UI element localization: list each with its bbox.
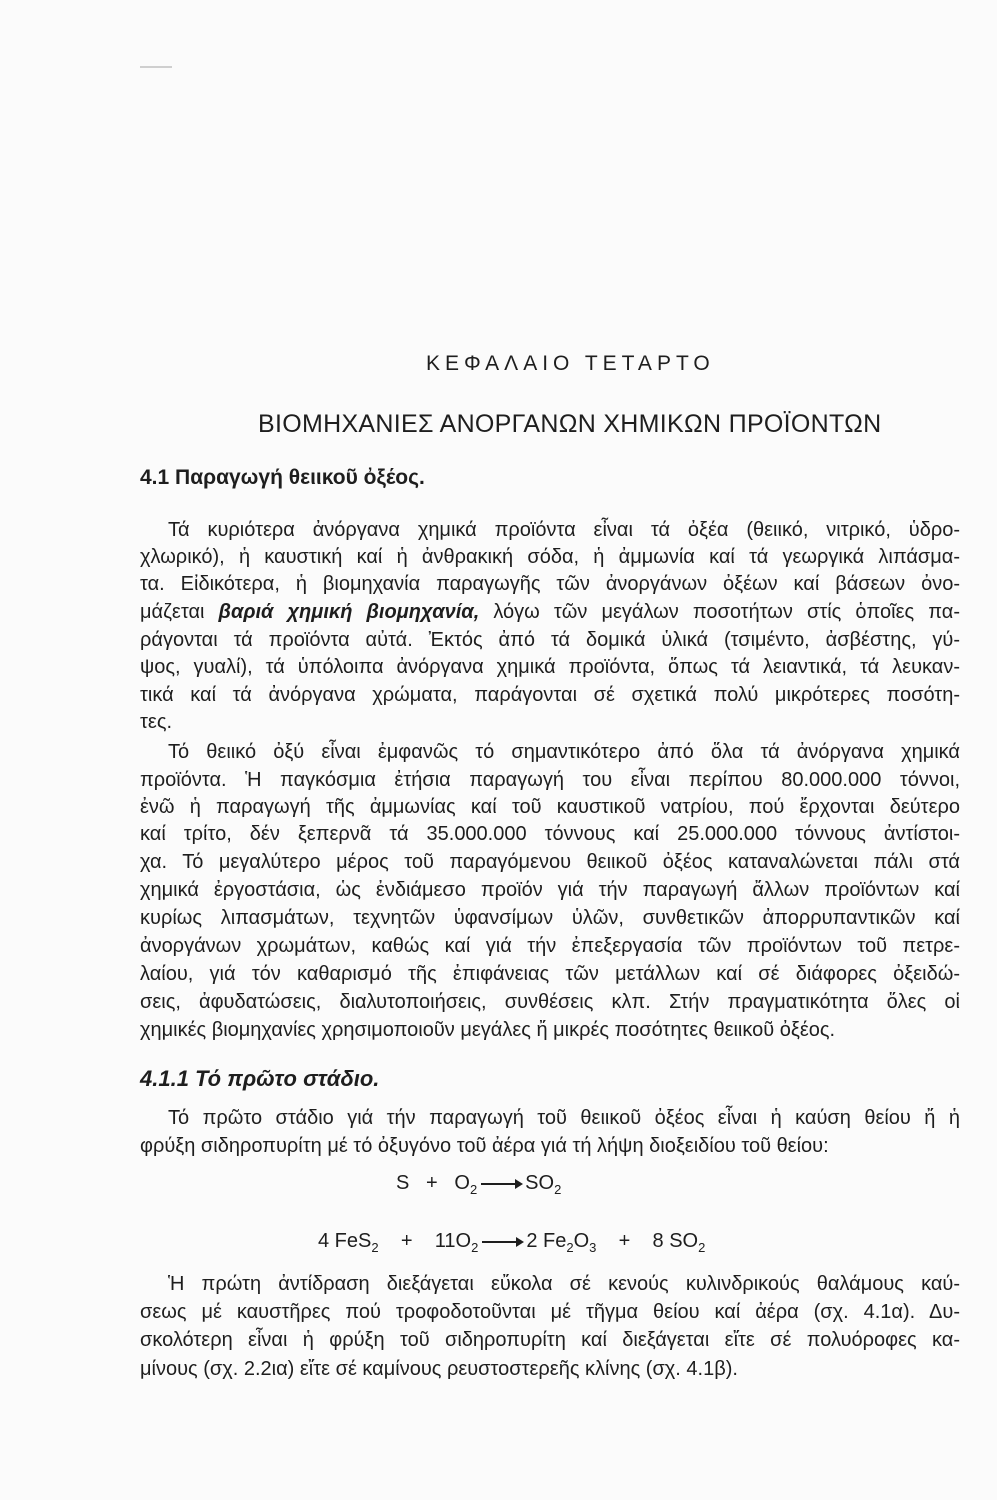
text-line: φρύξη σιδηροπυρίτη μέ τό ὀξυγόνο τοῦ ἀέρα γιά τή λήψη διοξειδίου τοῦ θείου: [140,1135,829,1157]
text-line: χημικές βιομηχανίες χρησιμοποιοῦν μεγάλες ἤ μικρές ποσότητες θειικοῦ ὀξέος. [140,1019,836,1041]
text-line: τα. Εἰδικότερα, ἡ βιομηχανία παραγωγῆς τῶν ἀνοργάνων ὀξέων καί βάσεων ὀνο- [140,573,960,595]
eq-term: O [573,1230,590,1252]
text-span: μάζεται [140,601,205,623]
eq-subscript: 2 [471,1240,479,1255]
text-line: Τό θειικό ὀξύ εἶναι ἐμφανῶς τό σημαντικότερο ἀπό ὅλα τά ἀνόργανα χημικά [168,741,960,763]
text-line: σκολότερη εἶναι ἡ φρύξη τοῦ σιδηροπυρίτη καί διεξάγεται εἴτε σέ πολυόροφες κα- [140,1329,960,1351]
eq-term: 11O [434,1230,472,1252]
text-line: ἀνοργάνων χρωμάτων, καθώς καί γιά τήν ἐπεξεργασία τῶν προϊόντων τοῦ πετρε- [140,935,960,957]
text-line: ἐνῶ ἡ παραγωγή τῆς ἀμμωνίας καί τοῦ καυστικοῦ νατρίου, πού ἔρχονται δεύτερο [140,796,960,818]
eq-subscript: 2 [371,1240,379,1255]
eq-subscript: 2 [469,1182,478,1197]
text-line: χα. Τό μεγαλύτερο μέρος τοῦ παραγόμενου θειικοῦ ὀξέος καταναλώνεται πάλι στά [140,851,960,873]
text-line: κυρίως λιπασμάτων, τεχνητῶν ὑφανσίμων ὑλῶν, συνθετικῶν ἀπορρυπαντικῶν καί [140,907,960,929]
eq-term: O [454,1172,470,1194]
chemical-equation-2 [318,1230,705,1255]
text-line: Ἡ πρώτη ἀντίδραση διεξάγεται εὔκολα σέ κενούς κυλινδρικούς θαλάμους καύ- [168,1273,960,1295]
reaction-arrow-icon [482,1241,522,1243]
eq-term: 2 Fe [526,1230,567,1252]
text-line: προϊόντα. Ἡ παγκόσμια ἐτήσια παραγωγή του εἶναι περίπου 80.000.000 τόννοι, [140,769,960,791]
eq-operator: + [426,1172,438,1194]
reaction-arrow-icon [481,1183,521,1185]
text-line: χημικά ἐργοστάσια, ὡς ἐνδιάμεσο προϊόν γιά τήν παραγωγή ἄλλων προϊόντων καί [140,879,960,901]
section-heading: 4.1 Παραγωγή θειικοῦ ὀξέος. [140,466,425,489]
text-line: ψος, γυαλί), τά ὑπόλοιπα ἀνόργανα χημικά προϊόντα, ὅπως τά λειαντικά, τά λευκαν- [140,656,960,678]
chapter-title: ΒΙΟΜΗΧΑΝΙΕΣ ΑΝΟΡΓΑΝΩΝ ΧΗΜΙΚΩΝ ΠΡΟΪΟΝΤΩΝ [258,410,882,438]
eq-term: 4 FeS [318,1230,372,1252]
text-line: τες. [140,711,173,733]
text-line: σεως μέ καυστῆρες πού τροφοδοτοῦνται μέ τῆγμα θείου καί ἀέρα (σχ. 4.1α). Δυ- [140,1301,960,1323]
eq-term: SO [525,1172,555,1194]
eq-term: S [396,1172,410,1194]
emphasis-term: βαριά χημική βιομηχανία, [218,601,480,623]
text-line: μίνους (σχ. 2.2ια) εἴτε σέ καμίνους ρευστοστερεῆς κλίνης (σχ. 4.1β). [140,1358,738,1380]
text-line: ράγονται τά προϊόντα αὐτά. Ἐκτός ἀπό τά δομικά ὑλικά (τσιμέντο, ἀσβέστης, γύ- [140,629,960,651]
subsection-heading: 4.1.1 Τό πρῶτο στάδιο. [140,1066,380,1091]
text-line: Τά κυριότερα ἀνόργανα χημικά προϊόντα εἶναι τά ὀξέα (θειικό, νιτρικό, ὑδρο- [168,519,960,541]
chapter-label: ΚΕΦΑΛΑΙΟ ΤΕΤΑΡΤΟ [426,352,715,375]
text-line [140,600,960,624]
eq-operator: + [400,1230,413,1252]
text-line: λαίου, γιά τόν καθαρισμό τῆς ἐπιφάνειας τῶν μετάλλων καί σέ διάφορες ὀξειδώ- [140,963,960,985]
text-line: καί τρίτο, δέν ξεπερνᾶ τά 35.000.000 τόννους καί 25.000.000 τόννους ἀντίστοι- [140,823,960,845]
eq-term: 8 SO [652,1230,699,1252]
eq-subscript: 2 [554,1182,562,1197]
text-line: χλωρικό), ἡ καυστική καί ἡ ἀνθρακική σόδα, ἡ ἀμμωνία καί τά γεωργικά λιπάσμα- [140,546,960,568]
text-line: σεις, ἀφυδατώσεις, διαλυτοποιήσεις, συνθέσεις κλπ. Στήν πραγματικότητα ὅλες οἱ [140,991,960,1013]
text-line: τικά καί τά ἀνόργανα χρώματα, παράγονται σέ σχετικά πολύ μικρότερες ποσότη- [140,684,960,706]
text-line: Τό πρῶτο στάδιο γιά τήν παραγωγή τοῦ θειικοῦ ὀξέος εἶναι ἡ καύση θείου ἤ ἡ [168,1107,960,1129]
eq-subscript: 3 [589,1240,597,1255]
eq-operator: + [618,1230,631,1252]
eq-subscript: 2 [698,1240,706,1255]
chemical-equation-1 [396,1172,561,1197]
text-span: λόγω τῶν μεγάλων ποσοτήτων στίς ὁποῖες πα- [493,601,960,623]
eq-subscript: 2 [566,1240,574,1255]
scan-mark [140,66,172,68]
